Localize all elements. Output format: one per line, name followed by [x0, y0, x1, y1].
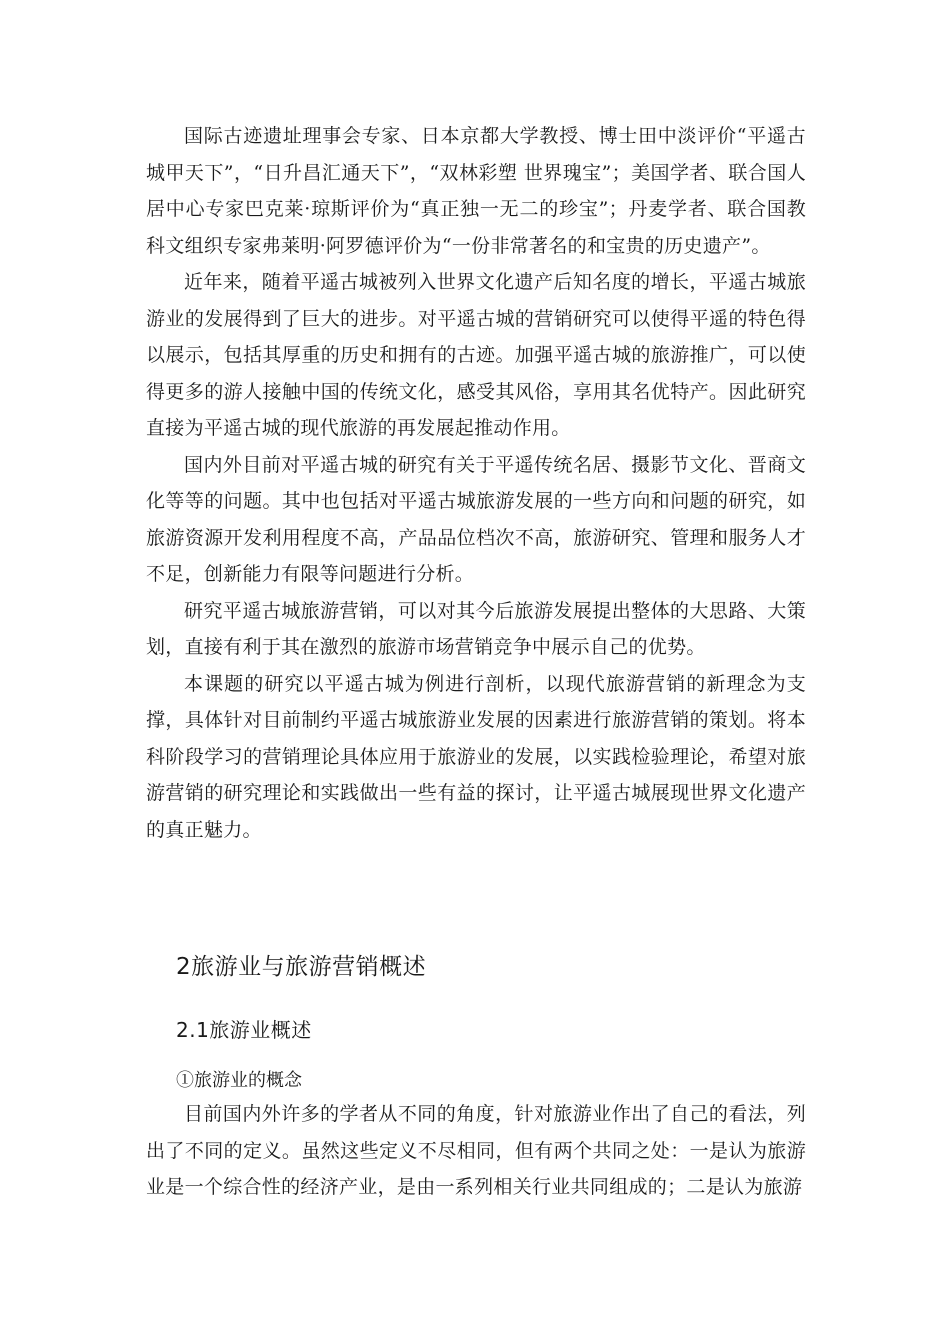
body-paragraph-3: 国内外目前对平遥古城的研究有关于平遥传统名居、摄影节文化、晋商文化等等的问题。其中也包括对平遥古城旅游发展的一些方向和问题的研究，如旅游资源开发利用程度不高，产品品位档次不高，旅游研究、管理和服务人才不足，创新能力有限等问题进行分析。: [146, 453, 806, 585]
body-paragraph-1: 国际古迹遗址理事会专家、日本京都大学教授、博士田中淡评价“平遥古城甲天下”，“日升昌汇通天下”，“双林彩塑 世界瑰宝”；美国学者、联合国人居中心专家巴克莱·琼斯评价为“真正独一无二的珍宝”；丹麦学者、联合国教科文组织专家弗莱明·阿罗德评价为“一份非常著名的和宝贵的历史遗产”。: [146, 125, 806, 257]
section-heading: 2旅游业与旅游营销概述: [176, 954, 427, 980]
body-paragraph-2: 近年来，随着平遥古城被列入世界文化遗产后知名度的增长，平遥古城旅游业的发展得到了巨大的进步。对平遥古城的营销研究可以使得平遥的特色得以展示，包括其厚重的历史和拥有的古迹。加强平遥古城的旅游推广，可以使得更多的游人接触中国的传统文化，感受其风俗，享用其名优特产。因此研究直接为平遥古城的现代旅游的再发展起推动作用。: [146, 271, 806, 439]
document-page: [146, 118, 806, 1198]
subsection-heading: 2.1旅游业概述: [176, 1018, 312, 1042]
tail-section: [146, 1096, 806, 1206]
body-paragraph-4: 研究平遥古城旅游营销，可以对其今后旅游发展提出整体的大思路、大策划，直接有利于其在激烈的旅游市场营销竞争中展示自己的优势。: [146, 599, 806, 658]
item-heading: ①旅游业的概念: [176, 1070, 302, 1091]
body-paragraph-6: 目前国内外许多的学者从不同的角度，针对旅游业作出了自己的看法，列出了不同的定义。虽然这些定义不尽相同，但有两个共同之处：一是认为旅游业是一个综合性的经济产业，是由一系列相关行业共同组成的；二是认为旅游: [146, 1103, 806, 1198]
body-paragraph-5: 本课题的研究以平遥古城为例进行剖析，以现代旅游营销的新理念为支撑，具体针对目前制约平遥古城旅游业发展的因素进行旅游营销的策划。将本科阶段学习的营销理论具体应用于旅游业的发展，以实践检验理论，希望对旅游营销的研究理论和实践做出一些有益的探讨，让平遥古城展现世界文化遗产的真正魅力。: [146, 672, 806, 841]
